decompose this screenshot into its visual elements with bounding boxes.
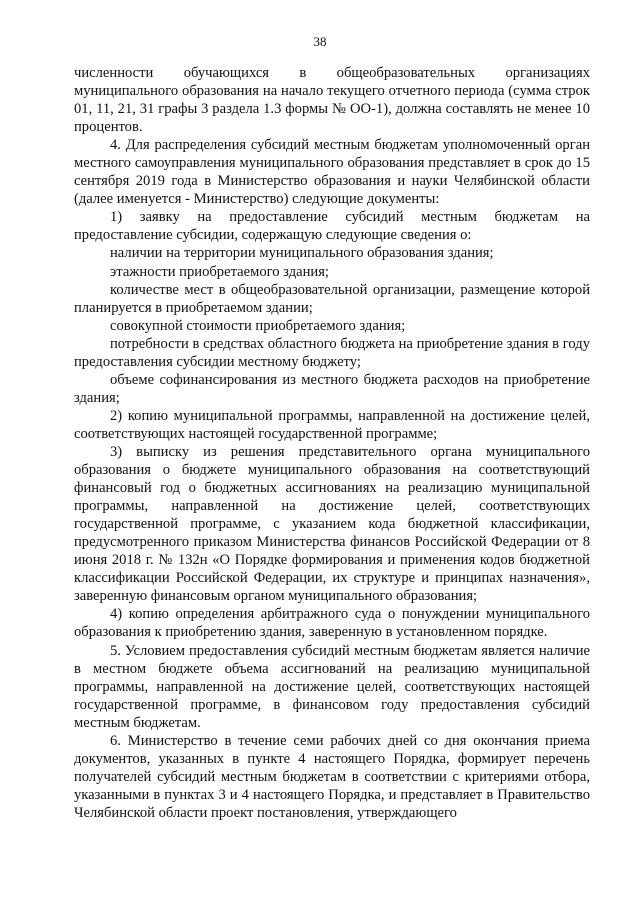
- paragraph: 4) копию определения арбитражного суда о понуждении муниципального образования к приобретению здания, заверенную в установленном порядке.: [74, 606, 590, 641]
- paragraph: 2) копию муниципальной программы, направленной на достижение целей, соответствующих настоящей государственной программе;: [74, 407, 590, 442]
- paragraph: 1) заявку на предоставление субсидий местным бюджетам на предоставление субсидии, содержащую следующие сведения о:: [74, 209, 590, 244]
- paragraph: 4. Для распределения субсидий местным бюджетам уполномоченный орган местного самоуправления муниципального образования представляет в срок до 15 сентября 2019 года в Министерство образования и науки Челябинской области (далее именуется - Министерство) следующие документы:: [74, 137, 590, 208]
- paragraph: этажности приобретаемого здания;: [110, 263, 329, 280]
- paragraph: объеме софинансирования из местного бюджета расходов на приобретение здания;: [74, 371, 590, 406]
- paragraph: 6. Министерство в течение семи рабочих дней со дня окончания приема документов, указанных в пункте 4 настоящего Порядка, формирует перечень получателей субсидий местным бюджетам в соответствии с критериями отбора, указанными в пунктах 3 и 4 настоящего Порядка, и представляет в Правительство Челябинской области проект постановления, утверждающего: [74, 732, 590, 821]
- paragraph: потребности в средствах областного бюджета на приобретение здания в году предоставления субсидии местному бюджету;: [74, 335, 590, 370]
- document-body: [74, 64, 590, 822]
- paragraph: 3) выписку из решения представительного органа муниципального образования о бюджете муниципального образования на соответствующий финансовый год о бюджетных ассигнованиях на реализацию муниципальной программы, направленной на достижение целей, соответствующих государственной программе, с указанием кода бюджетной классификации, предусмотренного приказом Министерства финансов Российской Федерации от 8 июня 2018 г. № 132н «О Порядке формирования и применения кодов бюджетной классификации Российской Федерации, их структуре и принципах назначения», заверенную финансовым органом муниципального образования;: [74, 443, 590, 605]
- paragraph: численности обучающихся в общеобразовательных организациях муниципального образования на начало текущего отчетного периода (сумма строк 01, 11, 21, 31 графы 3 раздела 1.3 формы № ОО-1), должна составлять не менее 10 процентов.: [74, 65, 590, 136]
- paragraph: совокупной стоимости приобретаемого здания;: [110, 317, 406, 334]
- paragraph: количестве мест в общеобразовательной организации, размещение которой планируется в приобретаемом здании;: [74, 281, 590, 316]
- page-number: 38: [313, 34, 327, 49]
- paragraph: 5. Условием предоставления субсидий местным бюджетам является наличие в местном бюджете объема ассигнований на реализацию муниципальной программы, направленной на достижение целей, соответствующих настоящей государственной программе, в финансовом году предоставления субсидий местным бюджетам.: [74, 642, 590, 731]
- paragraph: наличии на территории муниципального образования здания;: [110, 245, 494, 262]
